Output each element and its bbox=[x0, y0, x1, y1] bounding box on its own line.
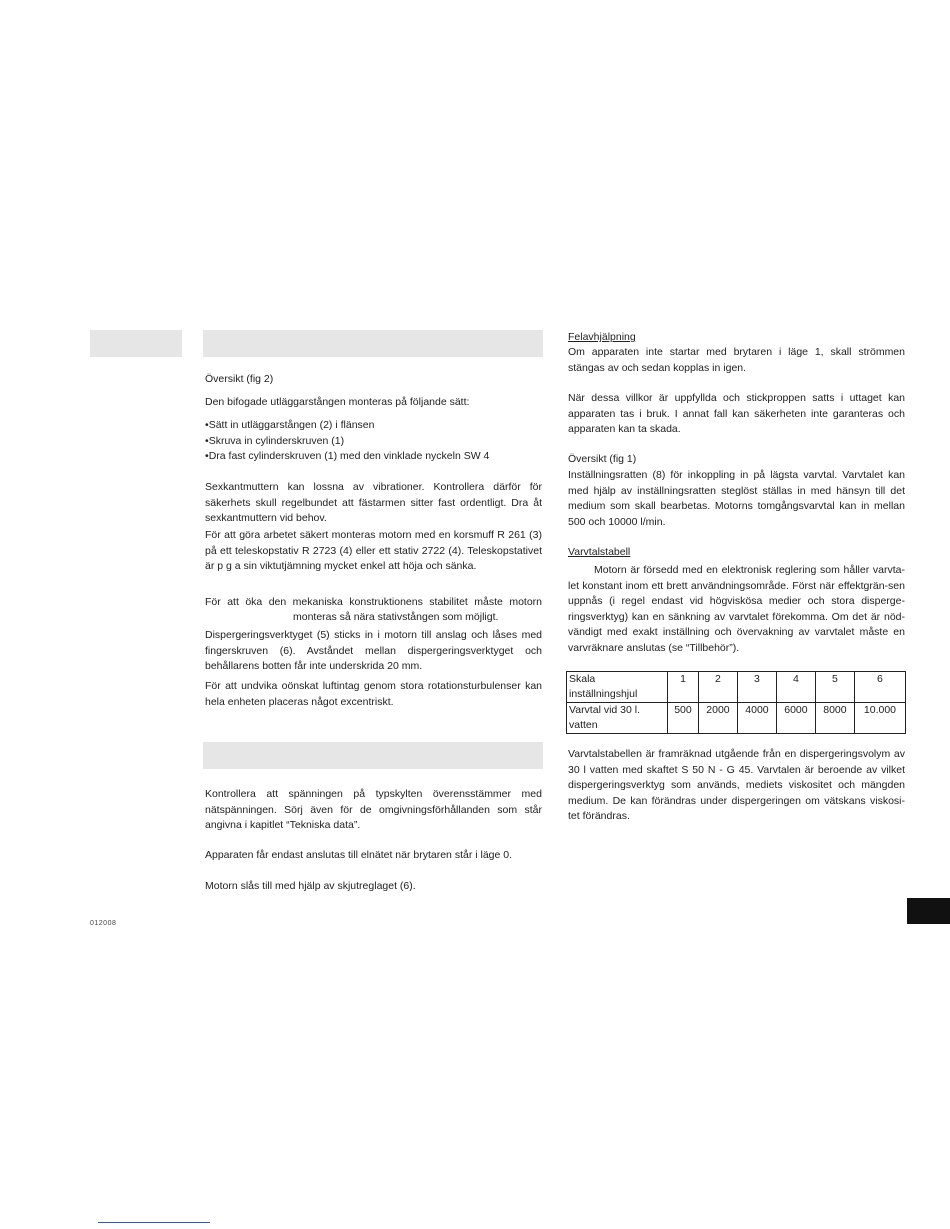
speed-cell: 4000 bbox=[737, 703, 776, 734]
section-header-bar bbox=[203, 330, 543, 357]
scale-label: Skala inställningshjul bbox=[567, 672, 668, 703]
air-intake-paragraph: För att undvika oönskat luftintag genom stora rotationsturbulenser kan hela enheten placeras något excentriskt. bbox=[205, 680, 542, 708]
cross-sleeve-paragraph: För att göra arbetet säkert monteras motorn med en korsmuff R 261 (3) på ett teleskopstativ R 2723 (4) eller ett stativ 2722 (4). Teleskopstativet är p g a sin viktutjämning mycket enkel att höja och sänka. bbox=[205, 529, 542, 572]
scale-cell: 2 bbox=[698, 672, 737, 703]
document-code: 012008 bbox=[90, 920, 117, 927]
troubleshooting-heading: Felavhjälpning bbox=[568, 331, 636, 343]
voltage-paragraph: Kontrollera att spänningen på typskylten överensstämmer med nätspänningen. Sörj även för de omgivningsförhållanden som står angivna i kapitlet “Tekniska data”. bbox=[205, 788, 542, 831]
motor-switch-paragraph: Motorn slås till med hjälp av skjutreglaget (6). bbox=[205, 880, 416, 892]
speed-cell: 8000 bbox=[815, 703, 854, 734]
speed-table-note: Varvtalstabellen är framräknad utgående från en dispergeringsvolym av 30 l vatten med skaftet S 50 N - G 45. Varvtalen är beroende av vilket dispergeringsverktyg som används, mediets viskositet och mängden medium. De kan förändras under dispergeringen om vätskans viskosi-tet förändras. bbox=[568, 748, 905, 822]
speed-cell: 10.000 bbox=[854, 703, 905, 734]
overview-fig1: Översikt (fig 1) bbox=[568, 453, 637, 465]
list-item: • Dra fast cylinderskruven (1) med den vinklade nyckeln SW 4 bbox=[205, 449, 542, 465]
section-header-bar-2 bbox=[203, 742, 543, 769]
speed-table bbox=[566, 671, 906, 734]
speed-table-heading: Varvtalstabell bbox=[568, 546, 631, 558]
mounting-intro: Den bifogade utläggarstången monteras på följande sätt: bbox=[205, 396, 470, 408]
speed-cell: 500 bbox=[668, 703, 699, 734]
scale-cell: 4 bbox=[776, 672, 815, 703]
speed-knob-paragraph: Inställningsratten (8) för inkoppling in på lägsta varvtal. Varvtalet kan med hjälp av inställningsratten steglöst ställas in med hänsyn till det medium som skall bearbetas. Motorns tomgångsvarvtal kan in mellan 500 och 10000 l/min. bbox=[568, 469, 905, 528]
list-item: • Skruva in cylinderskruven (1) bbox=[205, 434, 542, 450]
connect-paragraph: Apparaten får endast anslutas till elnätet när brytaren står i läge 0. bbox=[205, 849, 513, 861]
dispersing-tool-paragraph: Dispergeringsverktyget (5) sticks in i motorn till anslag och låses med fingerskruven (6). Avståndet mellan dispergeringsverktyget och behållarens botten får inte underskrida 20 mm. bbox=[205, 629, 542, 672]
scale-cell: 5 bbox=[815, 672, 854, 703]
mounting-steps bbox=[205, 418, 542, 465]
conditions-paragraph: När dessa villkor är uppfyllda och stickproppen satts i uttaget kan apparaten tas i bruk. I annat fall kan säkerheten inte garanteras och apparaten kan ta skada. bbox=[568, 392, 905, 435]
stability-paragraph-b: monteras så nära stativstången som möjligt. bbox=[293, 611, 499, 623]
speed-cell: 2000 bbox=[698, 703, 737, 734]
chapter-tab bbox=[907, 898, 950, 924]
speed-regulation-paragraph: Motorn är försedd med en elektronisk reglering som håller varvta-let konstant inom ett brett användningsområde. Först när effektgrän-sen uppnås (i regel endast vid högviskösa medier och stora disperge-ringsverktyg) kan en sänkning av varvtalet förekomma. Om det är nöd-vändigt med exakt inställning och övervakning av varvtalet måste en varvräknare anslutas (se “Tillbehör”). bbox=[568, 564, 905, 654]
scale-cell: 3 bbox=[737, 672, 776, 703]
table-row bbox=[567, 703, 906, 734]
scale-cell: 1 bbox=[668, 672, 699, 703]
hex-nut-paragraph: Sexkantmuttern kan lossna av vibrationer. Kontrollera därför för säkerhets skull regelbundet att fästarmen sitter fast ordentligt. Dra åt sexkantmuttern vid behov. bbox=[205, 481, 542, 524]
troubleshooting-paragraph: Om apparaten inte startar med brytaren i läge 1, skall strömmen stängas av och sedan kopplas in igen. bbox=[568, 346, 905, 374]
overview-fig2: Översikt (fig 2) bbox=[205, 373, 274, 385]
table-row bbox=[567, 672, 906, 703]
list-item: • Sätt in utläggarstången (2) i flänsen bbox=[205, 418, 542, 434]
scale-cell: 6 bbox=[854, 672, 905, 703]
speed-cell: 6000 bbox=[776, 703, 815, 734]
stability-paragraph-a: För att öka den mekaniska konstruktionens stabilitet måste motorn bbox=[205, 596, 542, 608]
speed-label: Varvtal vid 30 l. vatten bbox=[567, 703, 668, 734]
margin-header-bar bbox=[90, 330, 182, 357]
bottom-link-line bbox=[98, 1222, 210, 1223]
